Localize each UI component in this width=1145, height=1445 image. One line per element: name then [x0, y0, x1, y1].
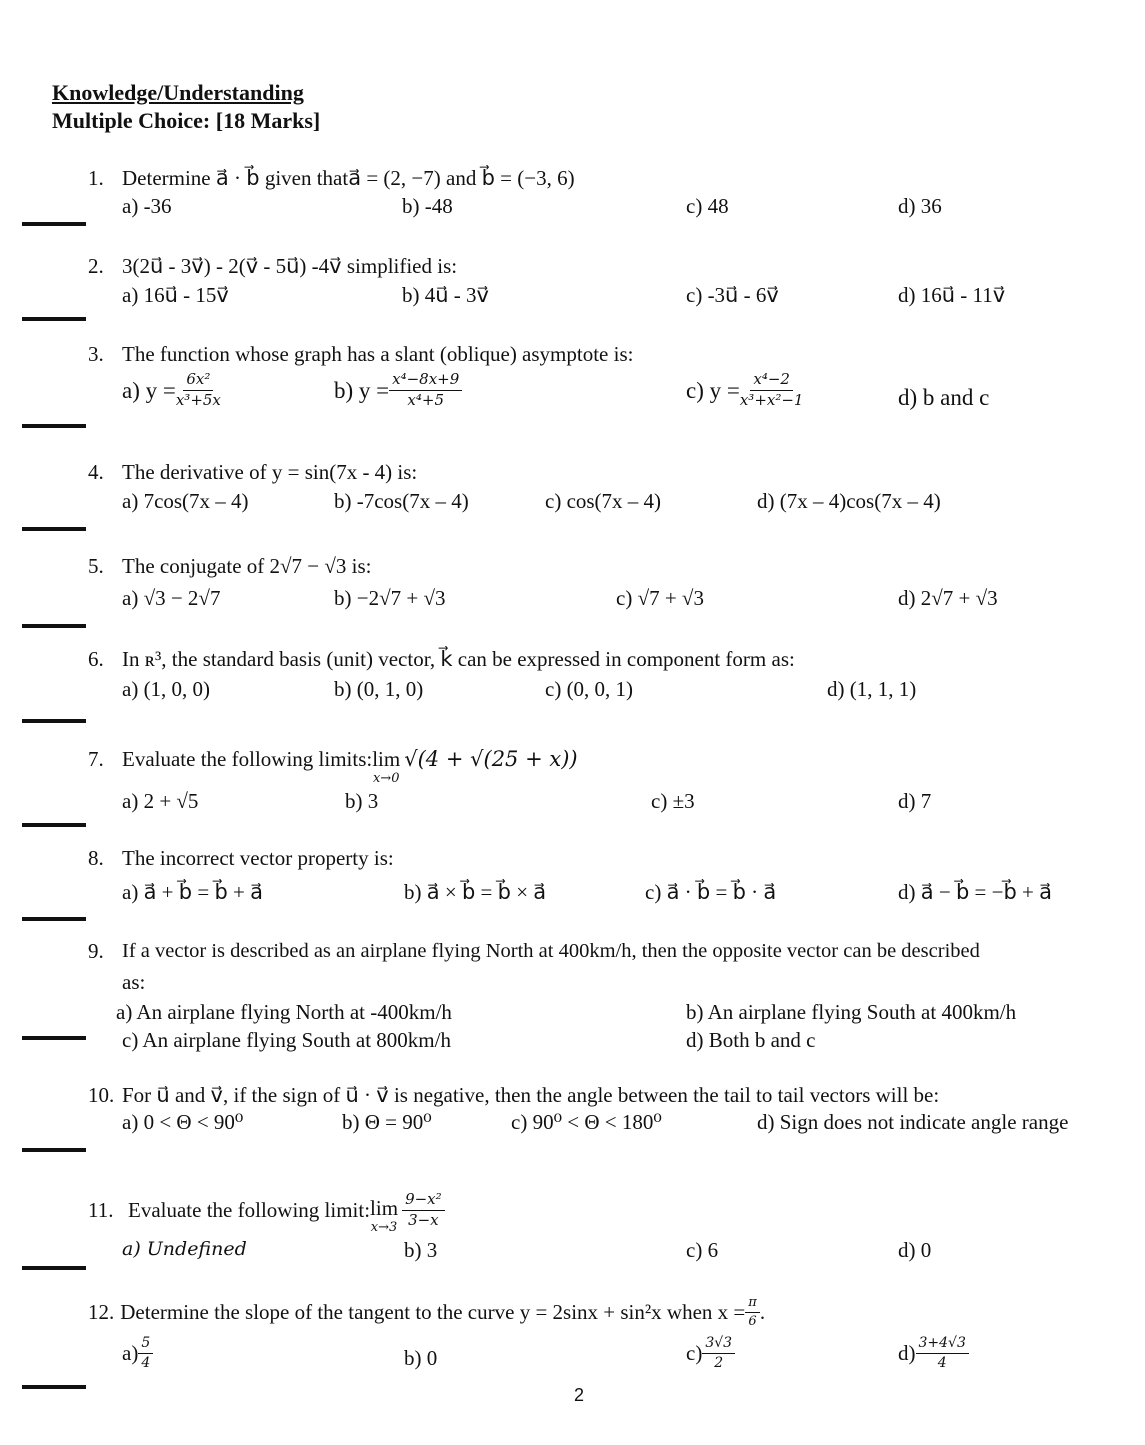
limit-subscript: x→3 [370, 1220, 398, 1235]
stem-text: Evaluate the following limit: [128, 1197, 371, 1222]
option-c [686, 372, 803, 409]
denominator: 6 [748, 1313, 757, 1329]
question-stem: The function whose graph has a slant (oblique) asymptote is: [122, 342, 634, 366]
limit-expression: √(4 + √(25 + x)) [404, 747, 578, 771]
question-number: 4. [88, 460, 104, 484]
option-b: b) 3 [345, 789, 379, 813]
answer-blank[interactable] [22, 624, 86, 628]
limit-label: lim [372, 747, 401, 771]
option-c: c) (0, 0, 1) [545, 677, 634, 701]
stem-text: Determine the slope of the tangent to the curve y = 2sinx + sin²x when x = [120, 1299, 746, 1324]
answer-blank[interactable] [22, 719, 86, 723]
question-stem: If a vector is described as an airplane flying North at 400km/h, then the opposite vector can be described [122, 940, 980, 962]
question-number: 9. [88, 939, 104, 963]
option-c: c) ±3 [651, 789, 695, 813]
question-stem [128, 1186, 445, 1234]
option-b: b) a⃗ × b⃗ = b⃗ × a⃗ [404, 880, 547, 904]
option-a: a) 7cos(7x – 4) [122, 489, 249, 513]
option-c [686, 1336, 735, 1370]
option-b: b) 0 [404, 1346, 438, 1370]
option-a: a) An airplane flying North at -400km/h [116, 1000, 452, 1024]
option-d: d) Both b and c [686, 1028, 816, 1052]
denominator: 4 [141, 1354, 151, 1371]
option-b [334, 372, 462, 409]
option-a: a) 16u⃗ - 15v⃗ [122, 283, 229, 307]
option-a: a) √3 − 2√7 [122, 586, 221, 610]
limit-operator [370, 1198, 398, 1234]
option-a [122, 1336, 153, 1370]
option-c: c) a⃗ · b⃗ = b⃗ · a⃗ [645, 880, 777, 904]
limit-subscript: x→0 [372, 771, 400, 786]
fraction [389, 372, 462, 409]
question-stem: Determine a⃗ · b⃗ given thata⃗ = (2, −7) and b⃗ = (−3, 6) [122, 166, 575, 190]
numerator: 3+4√3 [916, 1336, 969, 1354]
option-d: d) a⃗ − b⃗ = −b⃗ + a⃗ [898, 880, 1053, 904]
option-d: d) 36 [898, 194, 942, 218]
option-d: d) 16u⃗ - 11v⃗ [898, 283, 1006, 307]
option-b: b) Θ = 90⁰ [342, 1110, 432, 1134]
option-b: b) -48 [402, 194, 453, 218]
question-number: 5. [88, 554, 104, 578]
limit-label: lim [370, 1196, 399, 1220]
numerator: 3√3 [702, 1336, 735, 1354]
option-d: d) (1, 1, 1) [827, 677, 917, 701]
answer-blank[interactable] [22, 1385, 86, 1389]
option-b: b) -7cos(7x – 4) [334, 489, 469, 513]
answer-blank[interactable] [22, 917, 86, 921]
fraction [176, 372, 221, 409]
denominator: 2 [714, 1354, 724, 1371]
question-number: 10. [88, 1083, 115, 1107]
option-c: c) √7 + √3 [616, 586, 704, 610]
option-a: a) 2 + √5 [122, 789, 199, 813]
option-d: d) (7x – 4)cos(7x – 4) [757, 489, 941, 513]
option-label: b) y = [334, 377, 390, 403]
denominator: 3−x [408, 1210, 439, 1229]
question-number: 7. [88, 747, 104, 771]
option-a: a) 0 < Θ < 90⁰ [122, 1110, 244, 1134]
option-d: d) 0 [898, 1238, 932, 1262]
numerator: x⁴−2 [750, 372, 793, 391]
option-c: c) 90⁰ < Θ < 180⁰ [511, 1110, 662, 1134]
option-a: a) -36 [122, 194, 172, 218]
question-stem: The derivative of y = sin(7x - 4) is: [122, 460, 418, 484]
question-stem: The conjugate of 2√7 − √3 is: [122, 554, 372, 578]
fraction [138, 1336, 153, 1370]
option-label: a) [122, 1340, 139, 1365]
question-stem: 3(2u⃗ - 3v⃗) - 2(v⃗ - 5u⃗) -4v⃗ simplified is: [122, 254, 458, 278]
answer-blank[interactable] [22, 1036, 86, 1040]
fraction [745, 1296, 760, 1328]
answer-blank[interactable] [22, 317, 86, 321]
question-stem [122, 741, 578, 785]
question-number: 1. [88, 166, 104, 190]
answer-blank[interactable] [22, 1148, 86, 1152]
option-c: c) 6 [686, 1238, 719, 1262]
question-number: 6. [88, 647, 104, 671]
answer-blank[interactable] [22, 222, 86, 226]
option-a: a) a⃗ + b⃗ = b⃗ + a⃗ [122, 880, 263, 904]
fraction [740, 372, 804, 409]
question-stem-cont: as: [122, 970, 146, 994]
numerator: 5 [138, 1336, 153, 1354]
denominator: x⁴+5 [407, 390, 445, 409]
option-b: b) (0, 1, 0) [334, 677, 424, 701]
page-number: 2 [574, 1385, 585, 1405]
option-b: b) An airplane flying South at 400km/h [686, 1000, 1017, 1024]
denominator: x³+x²−1 [739, 390, 804, 409]
option-c: c) 48 [686, 194, 729, 218]
question-number: 11. [88, 1198, 114, 1222]
limit-operator [372, 749, 400, 785]
option-a [122, 372, 221, 409]
denominator: x³+5x [175, 390, 221, 409]
answer-blank[interactable] [22, 1266, 86, 1270]
numerator: 9−x² [402, 1192, 445, 1211]
numerator: π [745, 1296, 760, 1313]
answer-blank[interactable] [22, 823, 86, 827]
option-label: c) y = [686, 377, 740, 403]
stem-end: . [759, 1299, 766, 1324]
option-label: a) y = [122, 377, 176, 403]
option-d [898, 1336, 969, 1370]
question-number: 8. [88, 846, 104, 870]
fraction [402, 1189, 445, 1229]
answer-blank[interactable] [22, 424, 86, 428]
option-d: d) b and c [898, 385, 990, 410]
section-subtitle: Multiple Choice: [18 Marks] [52, 108, 321, 133]
option-a: a) (1, 0, 0) [122, 677, 211, 701]
numerator: 6x² [183, 372, 213, 391]
option-c: c) cos(7x – 4) [545, 489, 662, 513]
question-number: 3. [88, 342, 104, 366]
stem-text: Evaluate the following limits: [122, 747, 373, 771]
section-title: Knowledge/Understanding [52, 80, 304, 105]
question-number: 12. [88, 1299, 115, 1324]
option-label: d) [898, 1340, 916, 1365]
option-label: c) [686, 1340, 703, 1365]
option-b: b) −2√7 + √3 [334, 586, 446, 610]
question-number: 2. [88, 254, 104, 278]
denominator: 4 [937, 1354, 947, 1371]
question-stem: The incorrect vector property is: [122, 846, 394, 870]
option-a: a) Undefined [122, 1238, 247, 1260]
answer-blank[interactable] [22, 527, 86, 531]
fraction [702, 1336, 735, 1370]
question-stem: In ʀ³, the standard basis (unit) vector, k⃗ can be expressed in component form as: [122, 647, 795, 671]
option-c: c) -3u⃗ - 6v⃗ [686, 283, 779, 307]
option-d: d) 2√7 + √3 [898, 586, 998, 610]
option-d: d) 7 [898, 789, 932, 813]
option-b: b) 3 [404, 1238, 438, 1262]
option-d: d) Sign does not indicate angle range [757, 1110, 1069, 1134]
numerator: x⁴−8x+9 [389, 372, 462, 391]
option-c: c) An airplane flying South at 800km/h [122, 1028, 451, 1052]
fraction [916, 1336, 969, 1370]
option-b: b) 4u⃗ - 3v⃗ [402, 283, 489, 307]
question-stem [88, 1296, 765, 1328]
question-stem: For u⃗ and v⃗, if the sign of u⃗ · v⃗ is negative, then the angle between the tail to tail vectors will be: [122, 1083, 940, 1107]
